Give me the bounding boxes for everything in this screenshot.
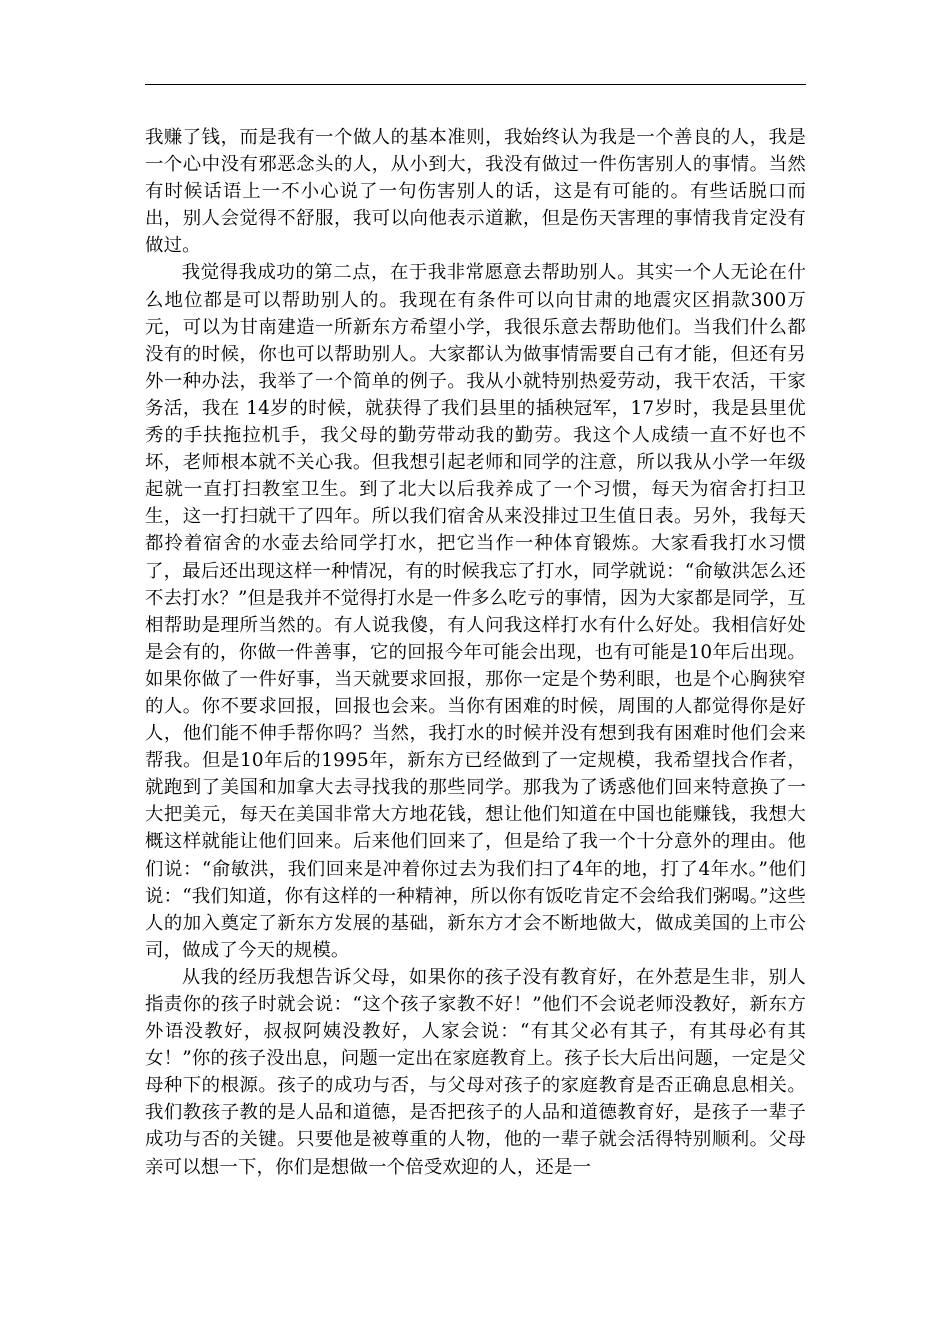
paragraph-2: 我觉得我成功的第二点，在于我非常愿意去帮助别人。其实一个人无论在什么地位都是可以帮助别人的。我现在有条件可以向甘肃的地震灾区捐款300万元，可以为甘南建造一所新东方希望小学，我很乐意去帮助他们。当我们什么都没有的时候，你也可以帮助别人。大家都认为做事情需要自己有才能，但还有另外一种办法，我举了一个简单的例子。我从小就特别热爱劳动，我干农活，干家务活，我在 14岁的时候，就获得了我们县里的插秧冠军，17岁时，我是县里优秀的手扶拖拉机手，我父母的勤劳带动我的勤劳。我这个人成绩一直不好也不坏，老师根本就不关心我。但我想引起老师和同学的注意，所以我从小学一年级起就一直打扫教室卫生。到了北大以后我养成了一个习惯，每天为宿舍打扫卫生，这一打扫就干了四年。所以我们宿舍从来没排过卫生值日表。另外，我每天都拎着宿舍的水壶去给同学打水，把它当作一种体育锻炼。大家看我打水习惯了，最后还出现这样一种情况，有的时候我忘了打水，同学就说：“俞敏洪怎么还不去打水？”但是我并不觉得打水是一件多么吃亏的事情，因为大家都是同学，互相帮助是理所当然的。有人说我傻，有人问我这样打水有什么好处。我相信好处是会有的，你做一件善事，它的回报今年可能会出现，也有可能是10年后出现。如果你做了一件好事，当天就要求回报，那你一定是个势利眼，也是个心胸狭窄的人。你不要求回报，回报也会来。当你有困难的时候，周围的人都觉得你是好人，他们能不伸手帮你吗？当然，我打水的时候并没有想到我有困难时他们会来帮我。但是10年后的1995年，新东方已经做到了一定规模，我希望找合作者，就跑到了美国和加拿大去寻找我的那些同学。那我为了诱惑他们回来特意换了一大把美元，每天在美国非常大方地花钱，想让他们知道在中国也能赚钱，我想大概这样就能让他们回来。后来他们回来了，但是给了我一个十分意外的理由。他们说：“俞敏洪，我们回来是冲着你过去为我们扫了4年的地，打了4年水。”他们说：“我们知道，你有这样的一种精神，所以你有饭吃肯定不会给我们粥喝。”这些人的加入奠定了新东方发展的基础，新东方才会不断地做大，做成美国的上市公司，做成了今天的规模。 [145, 262, 806, 961]
header-rule [145, 84, 806, 85]
paragraph-1: 我赚了钱，而是我有一个做人的基本准则，我始终认为我是一个善良的人，我是一个心中没有邪恶念头的人，从小到大，我没有做过一件伤害别人的事情。当然有时候话语上一不小心说了一句伤害别人的话，这是有可能的。有些话脱口而出，别人会觉得不舒服，我可以向他表示道歉，但是伤天害理的事情我肯定没有做过。 [145, 127, 806, 257]
document-body [145, 124, 806, 1181]
paragraph-3: 从我的经历我想告诉父母，如果你的孩子没有教育好，在外惹是生非，别人指责你的孩子时就会说：“这个孩子家教不好！”他们不会说老师没教好，新东方外语没教好，叔叔阿姨没教好，人家会说：“有其父必有其子，有其母必有其女！”你的孩子没出息，问题一定出在家庭教育上。孩子长大后出问题，一定是父母种下的根源。孩子的成功与否，与父母对孩子的家庭教育是否正确息息相关。我们教孩子教的是人品和道德，是否把孩子的人品和道德教育好，是孩子一辈子成功与否的关键。只要他是被尊重的人物，他的一辈子就会活得特别顺利。父母亲可以想一下，你们是想做一个倍受欢迎的人，还是一 [145, 966, 806, 1178]
